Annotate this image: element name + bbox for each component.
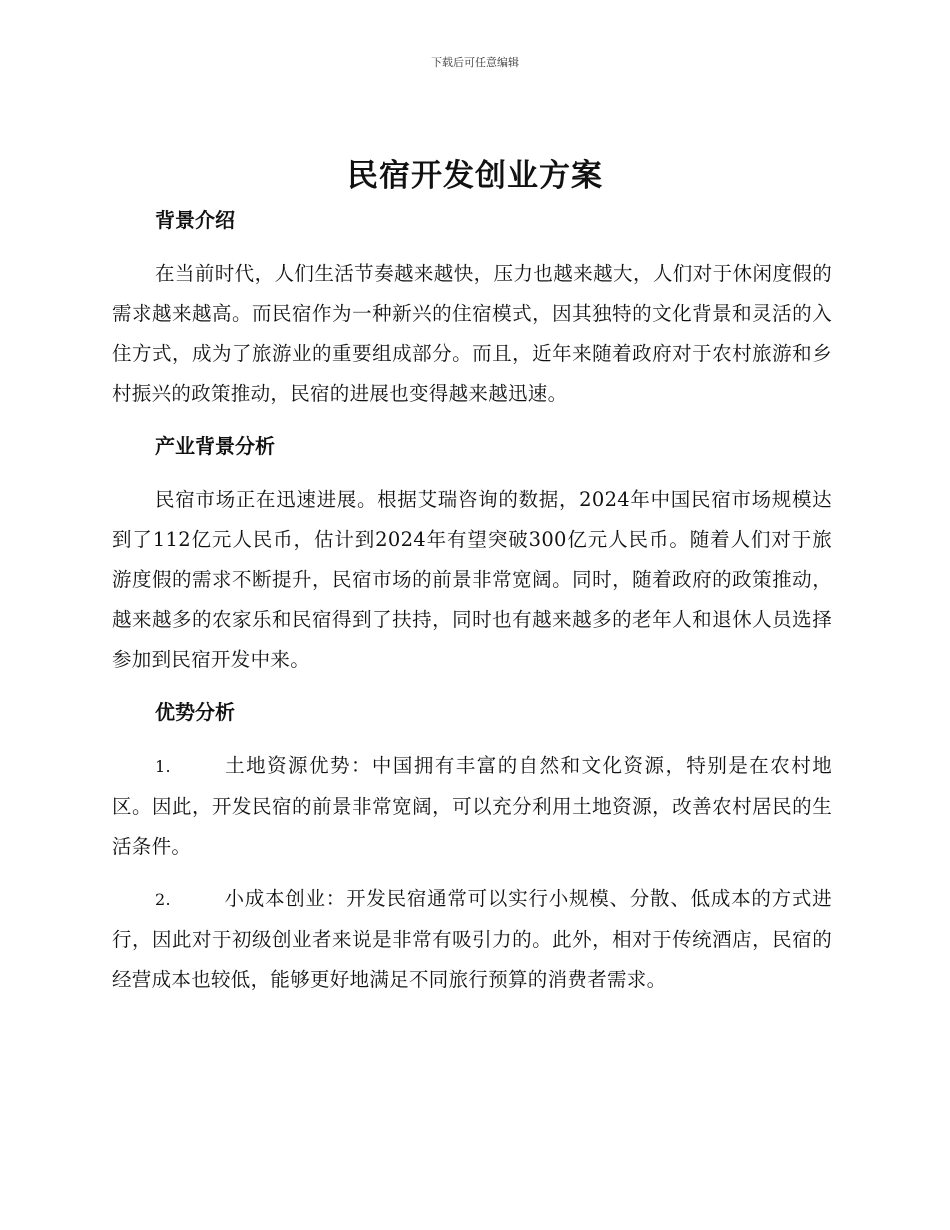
- list-item-low-cost: [112, 879, 832, 1000]
- document-title: 民宿开发创业方案: [347, 158, 603, 194]
- list-number: 2.: [155, 890, 171, 909]
- list-number: 1.: [155, 757, 171, 776]
- document-body: [112, 200, 832, 1000]
- list-item-text: 土地资源优势：中国拥有丰富的自然和文化资源，特别是在农村地区。因此，开发民宿的前景非常宽阔，可以充分利用土地资源，改善农村居民的生活条件。: [112, 754, 832, 858]
- list-item-land-resources: [112, 746, 832, 867]
- paragraph-background: 在当前时代，人们生活节奏越来越快，压力也越来越大，人们对于休闲度假的需求越来越高。而民宿作为一种新兴的住宿模式，因其独特的文化背景和灵活的入住方式，成为了旅游业的重要组成部分。而且，近年来随着政府对于农村旅游和乡村振兴的政策推动，民宿的进展也变得越来越迅速。: [112, 262, 832, 405]
- paragraph-industry: 民宿市场正在迅速进展。根据艾瑞咨询的数据，2024年中国民宿市场规模达到了112亿元人民币，估计到2024年有望突破300亿元人民币。随着人们对于旅游度假的需求不断提升，民宿市场的前景非常宽阔。同时，随着政府的政策推动，越来越多的农家乐和民宿得到了扶持，同时也有越来越多的老年人和退休人员选择参加到民宿开发中来。: [112, 488, 832, 671]
- header-note: 下载后可任意编辑: [431, 56, 519, 69]
- section-heading-background: 背景介绍: [155, 208, 235, 232]
- section-heading-advantages: 优势分析: [155, 700, 235, 724]
- list-item-text: 小成本创业：开发民宿通常可以实行小规模、分散、低成本的方式进行，因此对于初级创业者来说是非常有吸引力的。此外，相对于传统酒店，民宿的经营成本也较低，能够更好地满足不同旅行预算的消费者需求。: [112, 887, 832, 991]
- section-heading-industry: 产业背景分析: [155, 434, 275, 458]
